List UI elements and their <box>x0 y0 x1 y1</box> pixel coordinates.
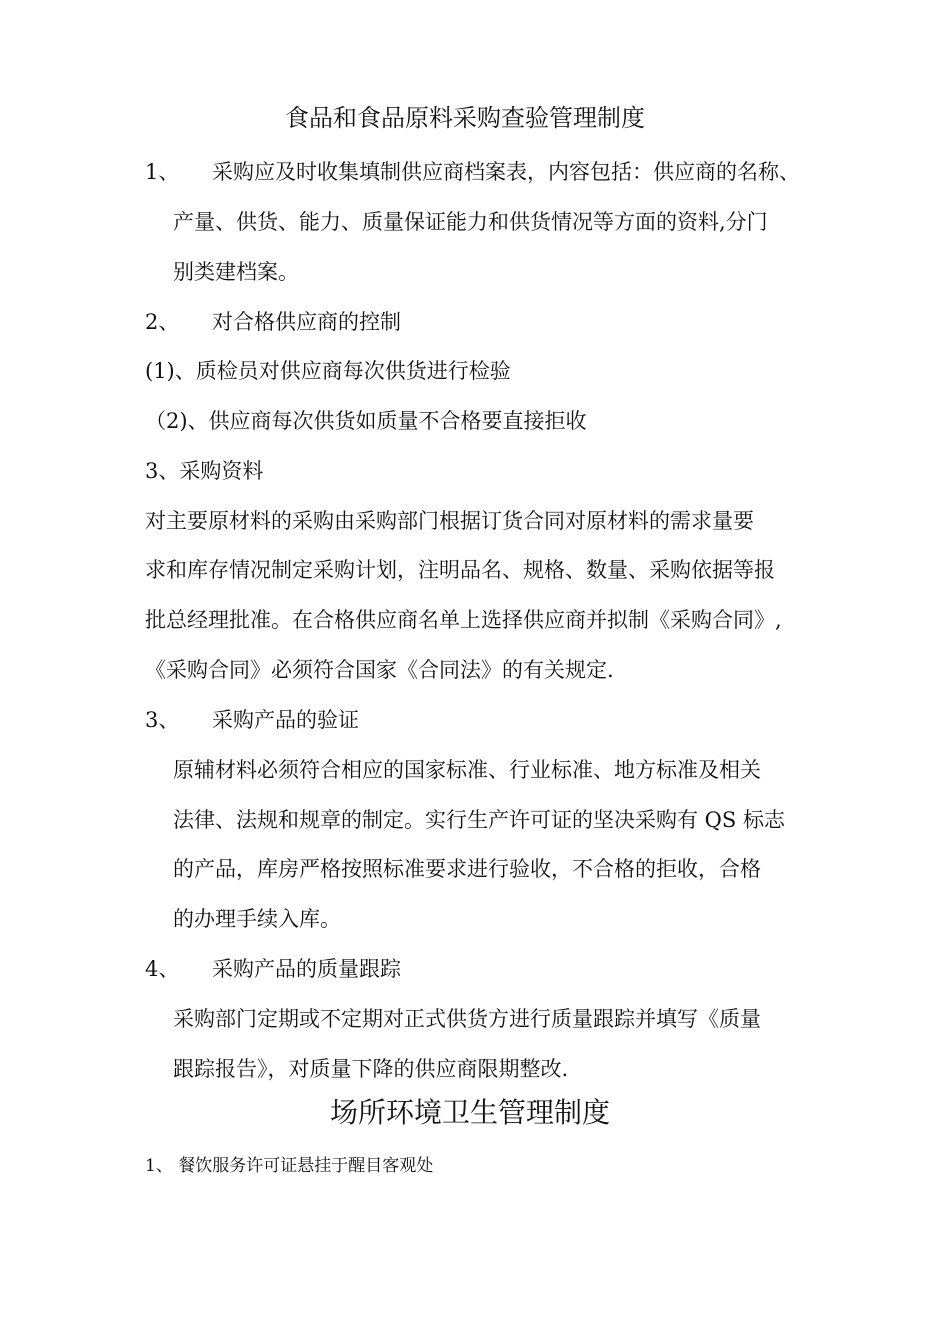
section-3b-line-4: 的办理手续入库。 <box>173 907 341 931</box>
section-3b-heading: 采购产品的验证 <box>212 708 359 732</box>
section-3b-line-2: 法律、法规和规章的制定。实行生产许可证的坚决采购有 QS 标志 <box>173 808 785 832</box>
section-4-line-2: 跟踪报告》，对质量下降的供应商限期整改. <box>173 1057 569 1081</box>
section-1-line-1: 采购应及时收集填制供应商档案表，内容包括：供应商的名称、 <box>212 160 800 184</box>
section-4-heading: 采购产品的质量跟踪 <box>212 957 401 981</box>
section-3a-line-4: 《采购合同》必须符合国家《合同法》的有关规定. <box>145 658 614 682</box>
part-2-item-1: 1、 餐饮服务许可证悬挂于醒目客观处 <box>145 1156 434 1176</box>
section-2-number: 2、 <box>145 310 180 334</box>
section-1-number: 1、 <box>145 160 180 184</box>
section-3a-line-1: 对主要原材料的采购由采购部门根据订货合同对原材料的需求量要 <box>145 509 754 533</box>
section-3a-heading: 3、采购资料 <box>145 459 264 483</box>
section-4-line-1: 采购部门定期或不定期对正式供货方进行质量跟踪并填写《质量 <box>173 1007 761 1031</box>
section-3a-line-2: 求和库存情况制定采购计划，注明品名、规格、数量、采购依据等报 <box>145 558 775 582</box>
section-3b-line-1: 原辅材料必须符合相应的国家标准、行业标准、地方标准及相关 <box>173 758 761 782</box>
section-2-item-2: （2)、供应商每次供货如质量不合格要直接拒收 <box>145 409 587 433</box>
section-1-line-2: 产量、供货、能力、质量保证能力和供货情况等方面的资料,分门 <box>173 210 768 234</box>
section-1-line-3: 别类建档案。 <box>173 260 299 284</box>
doc-title: 食品和食品原料采购查验管理制度 <box>285 104 645 132</box>
doc-title-2: 场所环境卫生管理制度 <box>330 1096 611 1129</box>
section-3b-line-3: 的产品，库房严格按照标准要求进行验收，不合格的拒收，合格 <box>173 857 761 881</box>
section-4-number: 4、 <box>145 957 180 981</box>
section-3a-line-3: 批总经理批准。在合格供应商名单上选择供应商并拟制《采购合同》, <box>145 608 782 632</box>
section-3b-number: 3、 <box>145 708 180 732</box>
section-2-heading: 对合格供应商的控制 <box>212 310 401 334</box>
section-2-item-1: (1)、质检员对供应商每次供货进行检验 <box>145 359 511 383</box>
